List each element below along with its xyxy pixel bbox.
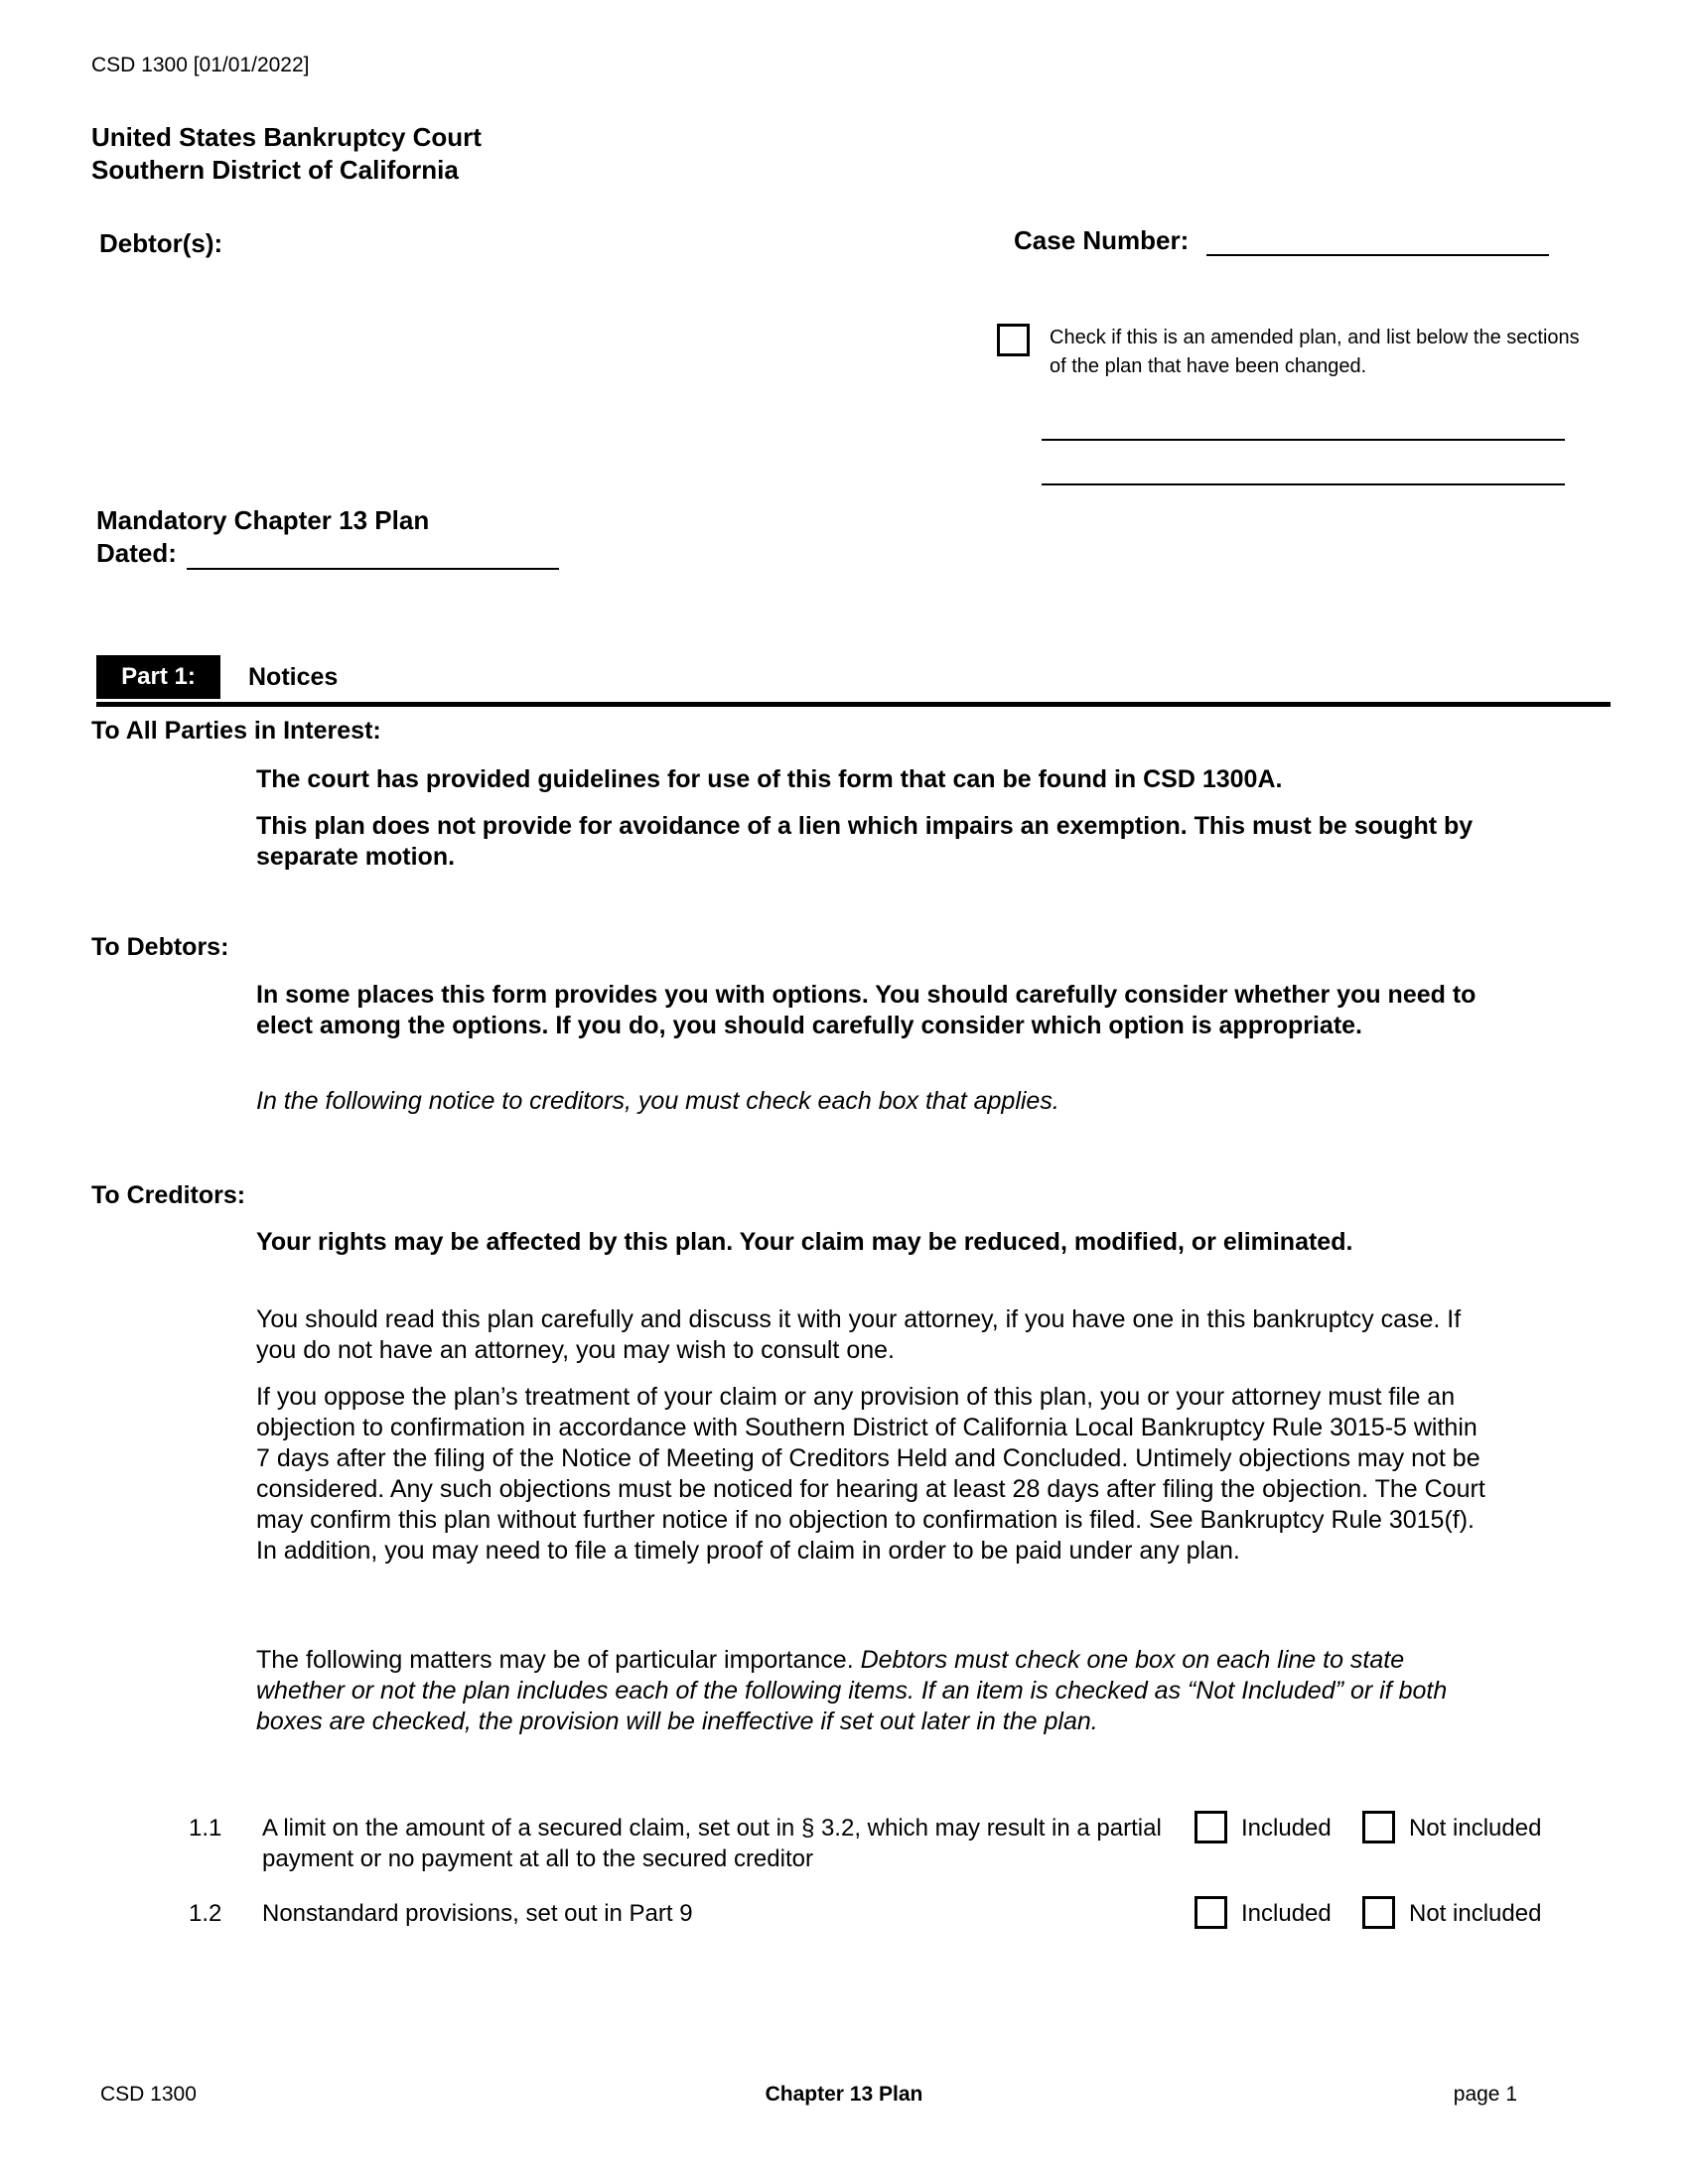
- included-label: Included: [1241, 1900, 1332, 1927]
- included-checkbox[interactable]: [1195, 1811, 1227, 1843]
- amended-sections-line-2[interactable]: [1042, 456, 1565, 485]
- creditors-paragraph-2: You should read this plan carefully and discuss it with your attorney, if you have one in this bankruptcy case. If you do not have an attorney, you may wish to consult one.: [256, 1305, 1462, 1364]
- amended-sections-line-1[interactable]: [1042, 411, 1565, 441]
- creditors-paragraph-4: [256, 1645, 1497, 1737]
- page-footer: [0, 2083, 1688, 2113]
- item-text: Nonstandard provisions, set out in Part 9: [262, 1900, 693, 1927]
- not-included-label: Not included: [1409, 1900, 1542, 1927]
- footer-form-code: CSD 1300: [100, 2083, 197, 2106]
- form-code: CSD 1300 [01/01/2022]: [91, 54, 310, 76]
- plan-title-block: [96, 504, 559, 570]
- part1-label: Part 1:: [96, 655, 220, 699]
- debtors-heading: To Debtors:: [91, 933, 229, 961]
- debtors-paragraph-2: In the following notice to creditors, you must check each box that applies.: [256, 1087, 1059, 1115]
- not-included-checkbox[interactable]: [1362, 1811, 1395, 1843]
- court-district: Southern District of California: [91, 155, 459, 185]
- creditors-heading: To Creditors:: [91, 1181, 246, 1209]
- included-checkbox[interactable]: [1195, 1896, 1227, 1929]
- court-header: [91, 121, 482, 187]
- item-text: A limit on the amount of a secured claim, set out in § 3.2, which may result in a partial payment or no payment at all to the secured creditor: [262, 1815, 1162, 1872]
- case-number-label: Case Number:: [1014, 225, 1190, 255]
- amended-plan-section: [997, 324, 1586, 381]
- plan-item-1-2: [189, 1898, 1599, 1929]
- amended-plan-note: Check if this is an amended plan, and list below the sections of the plan that have been changed.: [1050, 327, 1580, 377]
- creditors-paragraph-1: Your rights may be affected by this plan. Your claim may be reduced, modified, or eliminated.: [256, 1228, 1353, 1256]
- dated-label: Dated:: [96, 538, 177, 568]
- case-number-group: [1014, 224, 1549, 256]
- amended-plan-checkbox[interactable]: [997, 324, 1030, 356]
- part1-title: Notices: [248, 662, 339, 691]
- footer-page-number: page 1: [1453, 2083, 1517, 2106]
- all-parties-heading: To All Parties in Interest:: [91, 717, 381, 745]
- creditors-paragraph-4-normal: The following matters may be of particular importance.: [256, 1646, 861, 1674]
- all-parties-paragraph-1: The court has provided guidelines for use of this form that can be found in CSD 1300A.: [256, 765, 1283, 793]
- creditors-paragraph-4-italic: Debtors must check one box on each line to state whether or not the plan includes each of the following items. If an item is checked as “Not Included” or if both boxes are checked, the provision will be ineffective if set out later in the plan.: [256, 1646, 1448, 1735]
- court-name: United States Bankruptcy Court: [91, 122, 482, 152]
- all-parties-paragraph-2: This plan does not provide for avoidance of a lien which impairs an exemption. This must be sought by separate motion.: [256, 812, 1474, 871]
- plan-title: Mandatory Chapter 13 Plan: [96, 505, 430, 535]
- included-label: Included: [1241, 1815, 1332, 1842]
- part1-divider: [96, 702, 1611, 707]
- plan-item-1-1: [189, 1813, 1599, 1874]
- creditors-paragraph-3: If you oppose the plan’s treatment of your claim or any provision of this plan, you or your attorney must file an objection to confirmation in accordance with Southern District of California Local Bankruptcy Rule 3015-5 within 7 days after the filing of the Notice of Meeting of Creditors Held and Concluded. Untimely objections may not be considered. Any such objections must be noticed for hearing at least 28 days after filing the objection. The Court may confirm this plan without further notice if no objection to confirmation is filed. See Bankruptcy Rule 3015(f). In addition, you may need to file a timely proof of claim in order to be paid under any plan.: [256, 1383, 1485, 1565]
- dated-field[interactable]: [187, 539, 559, 570]
- not-included-label: Not included: [1409, 1815, 1542, 1842]
- part1-header: [96, 655, 338, 699]
- item-checkboxes: [1195, 1813, 1541, 1843]
- not-included-checkbox[interactable]: [1362, 1896, 1395, 1929]
- dated-row: [96, 537, 559, 570]
- case-number-field[interactable]: [1206, 224, 1549, 256]
- item-number: 1.1: [189, 1815, 222, 1842]
- footer-title: Chapter 13 Plan: [765, 2083, 923, 2106]
- item-checkboxes: [1195, 1898, 1541, 1929]
- item-number: 1.2: [189, 1900, 222, 1927]
- debtors-paragraph-1: In some places this form provides you with options. You should carefully consider whether you need to elect among the options. If you do, you should carefully consider which option is appropriate.: [256, 981, 1477, 1039]
- debtors-label: Debtor(s):: [99, 228, 223, 258]
